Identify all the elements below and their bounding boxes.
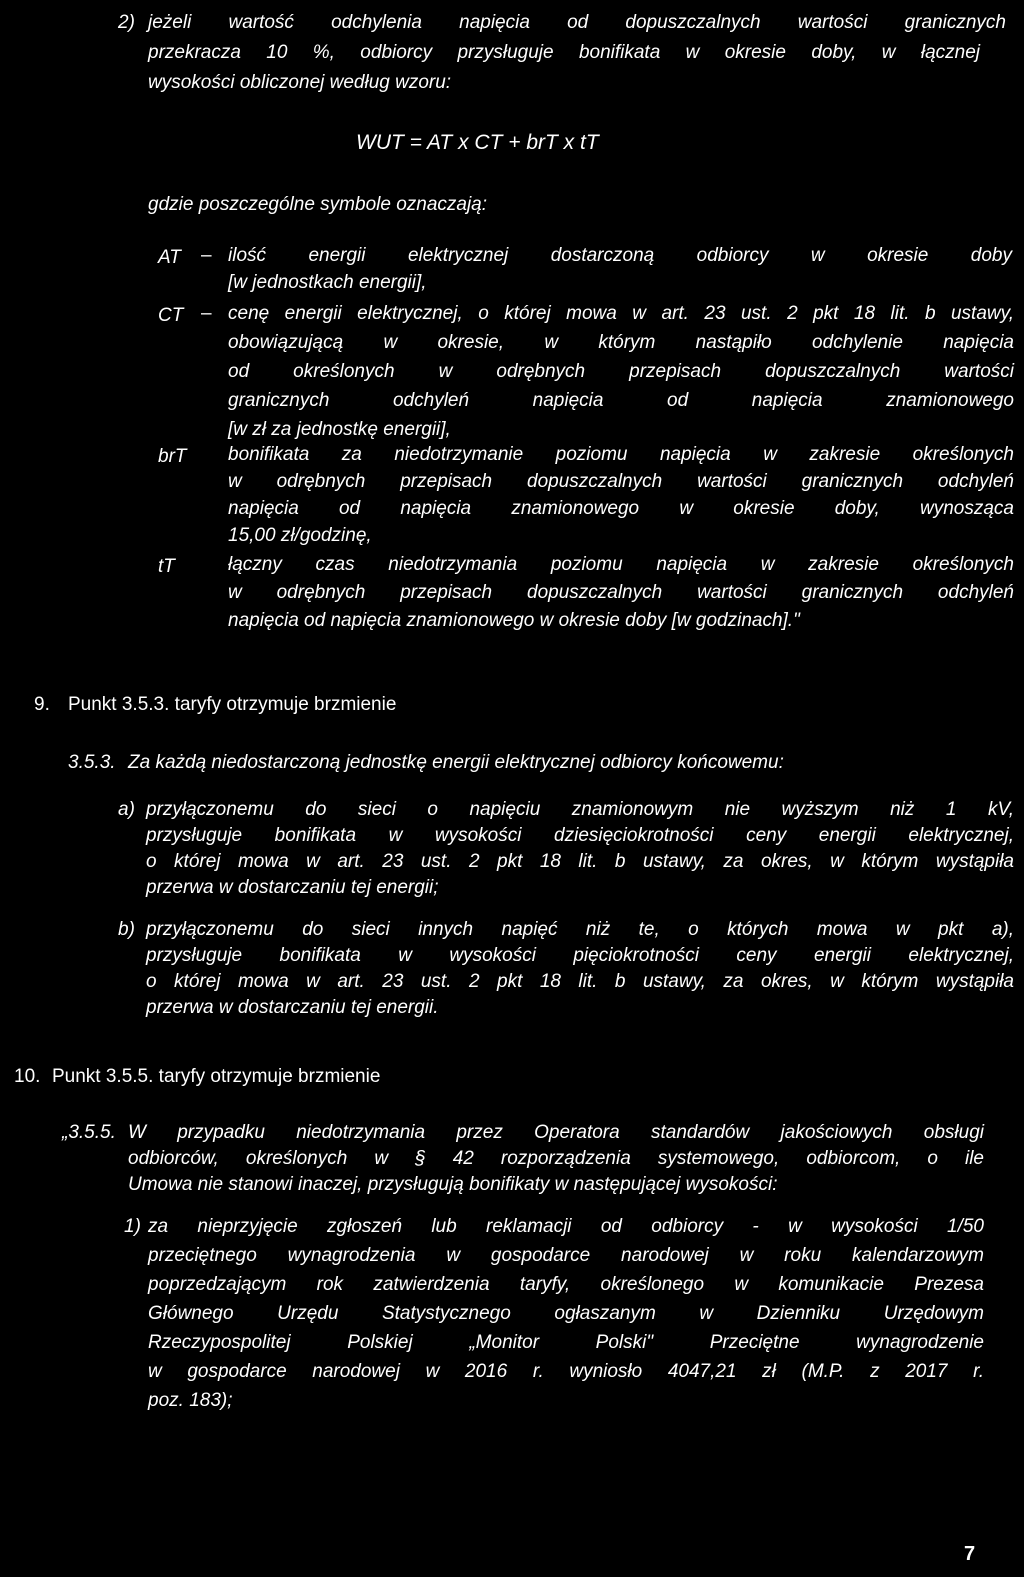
item-heading: Punkt 3.5.5. taryfy otrzymuje brzmienie [52, 1066, 381, 1087]
definition-line: w odrębnych przepisach dopuszczalnych wartości granicznych odchyleń [228, 582, 1014, 603]
list-line: przyłączonemu do sieci innych napięć niż te, o których mowa w pkt a), [146, 919, 1014, 940]
list-line: przerwa w dostarczaniu tej energii. [146, 997, 439, 1018]
section-text: Za każdą niedostarczoną jednostkę energii elektrycznej odbiorcy końcowemu: [128, 752, 784, 773]
formula: WUT = AT x CT + brT x tT [356, 131, 599, 154]
list-line: poprzedzającym rok zatwierdzenia taryfy, określonego w komunikacie Prezesa [148, 1274, 984, 1295]
paragraph-line: jeżeli wartość odchylenia napięcia od dopuszczalnych wartości granicznych [148, 12, 1006, 33]
list-line: przyłączonemu do sieci o napięciu znamionowym nie wyższym niż 1 kV, [146, 799, 1014, 820]
symbol: AT [158, 247, 181, 268]
definition-line: ilość energii elektrycznej dostarczoną odbiorcy w okresie doby [228, 245, 1012, 266]
definition-line: 15,00 zł/godzinę, [228, 525, 372, 546]
definition-line: w odrębnych przepisach dopuszczalnych wartości granicznych odchyleń [228, 471, 1014, 492]
definition-line: łączny czas niedotrzymania poziomu napięcia w zakresie określonych [228, 554, 1014, 575]
definition-line: [w zł za jednostkę energii], [228, 419, 451, 440]
definition-line: od określonych w odrębnych przepisach dopuszczalnych wartości [228, 361, 1014, 382]
list-line: poz. 183); [148, 1390, 233, 1411]
list-line: przeciętnego wynagrodzenia w gospodarce narodowej w roku kalendarzowym [148, 1245, 984, 1266]
definition-line: granicznych odchyleń napięcia od napięcia znamionowego [228, 390, 1014, 411]
definition-line: cenę energii elektrycznej, o której mowa w art. 23 ust. 2 pkt 18 lit. b ustawy, [228, 303, 1014, 324]
symbols-intro: gdzie poszczególne symbole oznaczają: [148, 194, 488, 215]
definition-line: bonifikata za niedotrzymanie poziomu napięcia w zakresie określonych [228, 444, 1014, 465]
symbol: brT [158, 446, 187, 467]
list-line: przysługuje bonifikata w wysokości dziesięciokrotności ceny energii elektrycznej, [146, 825, 1014, 846]
section-line: Umowa nie stanowi inaczej, przysługują bonifikaty w następującej wysokości: [128, 1174, 778, 1195]
section-number: „3.5.5. [62, 1122, 116, 1143]
list-line: przerwa w dostarczaniu tej energii; [146, 877, 439, 898]
symbol: tT [158, 556, 175, 577]
paragraph-line: wysokości obliczonej według wzoru: [148, 72, 452, 93]
list-label: b) [118, 919, 135, 940]
list-line: w gospodarce narodowej w 2016 r. wyniosło 4047,21 zł (M.P. z 2017 r. [148, 1361, 984, 1382]
list-line: o której mowa w art. 23 ust. 2 pkt 18 lit. b ustawy, za okres, w którym wystąpiła [146, 971, 1014, 992]
symbol-dash: – [201, 245, 212, 266]
item-heading: Punkt 3.5.3. taryfy otrzymuje brzmienie [68, 694, 397, 715]
paragraph-line: przekracza 10 %, odbiorcy przysługuje bonifikata w okresie doby, w łącznej [148, 42, 980, 63]
list-line: przysługuje bonifikata w wysokości pięciokrotności ceny energii elektrycznej, [146, 945, 1014, 966]
page-number: 7 [964, 1543, 976, 1565]
item-number: 9. [34, 694, 50, 715]
list-label: 1) [124, 1216, 141, 1237]
definition-line: napięcia od napięcia znamionowego w okresie doby, wynosząca [228, 498, 1014, 519]
definition-line: [w jednostkach energii], [228, 272, 427, 293]
symbol-dash: – [201, 303, 212, 324]
definition-line: obowiązującą w okresie, w którym nastąpiło odchylenie napięcia [228, 332, 1014, 353]
item-number: 2) [118, 12, 135, 33]
symbol: CT [158, 305, 184, 326]
list-line: Rzeczypospolitej Polskiej „Monitor Polski" Przeciętne wynagrodzenie [148, 1332, 984, 1353]
section-number: 3.5.3. [68, 752, 116, 773]
list-label: a) [118, 799, 135, 820]
list-line: za nieprzyjęcie zgłoszeń lub reklamacji od odbiorcy - w wysokości 1/50 [148, 1216, 984, 1237]
list-line: Głównego Urzędu Statystycznego ogłaszanym w Dzienniku Urzędowym [148, 1303, 984, 1324]
definition-line: napięcia od napięcia znamionowego w okresie doby [w godzinach]." [228, 610, 800, 631]
list-line: o której mowa w art. 23 ust. 2 pkt 18 lit. b ustawy, za okres, w którym wystąpiła [146, 851, 1014, 872]
section-line: odbiorców, określonych w § 42 rozporządzenia systemowego, odbiorcom, o ile [128, 1148, 984, 1169]
section-line: W przypadku niedotrzymania przez Operatora standardów jakościowych obsługi [128, 1122, 984, 1143]
item-number: 10. [14, 1066, 41, 1087]
